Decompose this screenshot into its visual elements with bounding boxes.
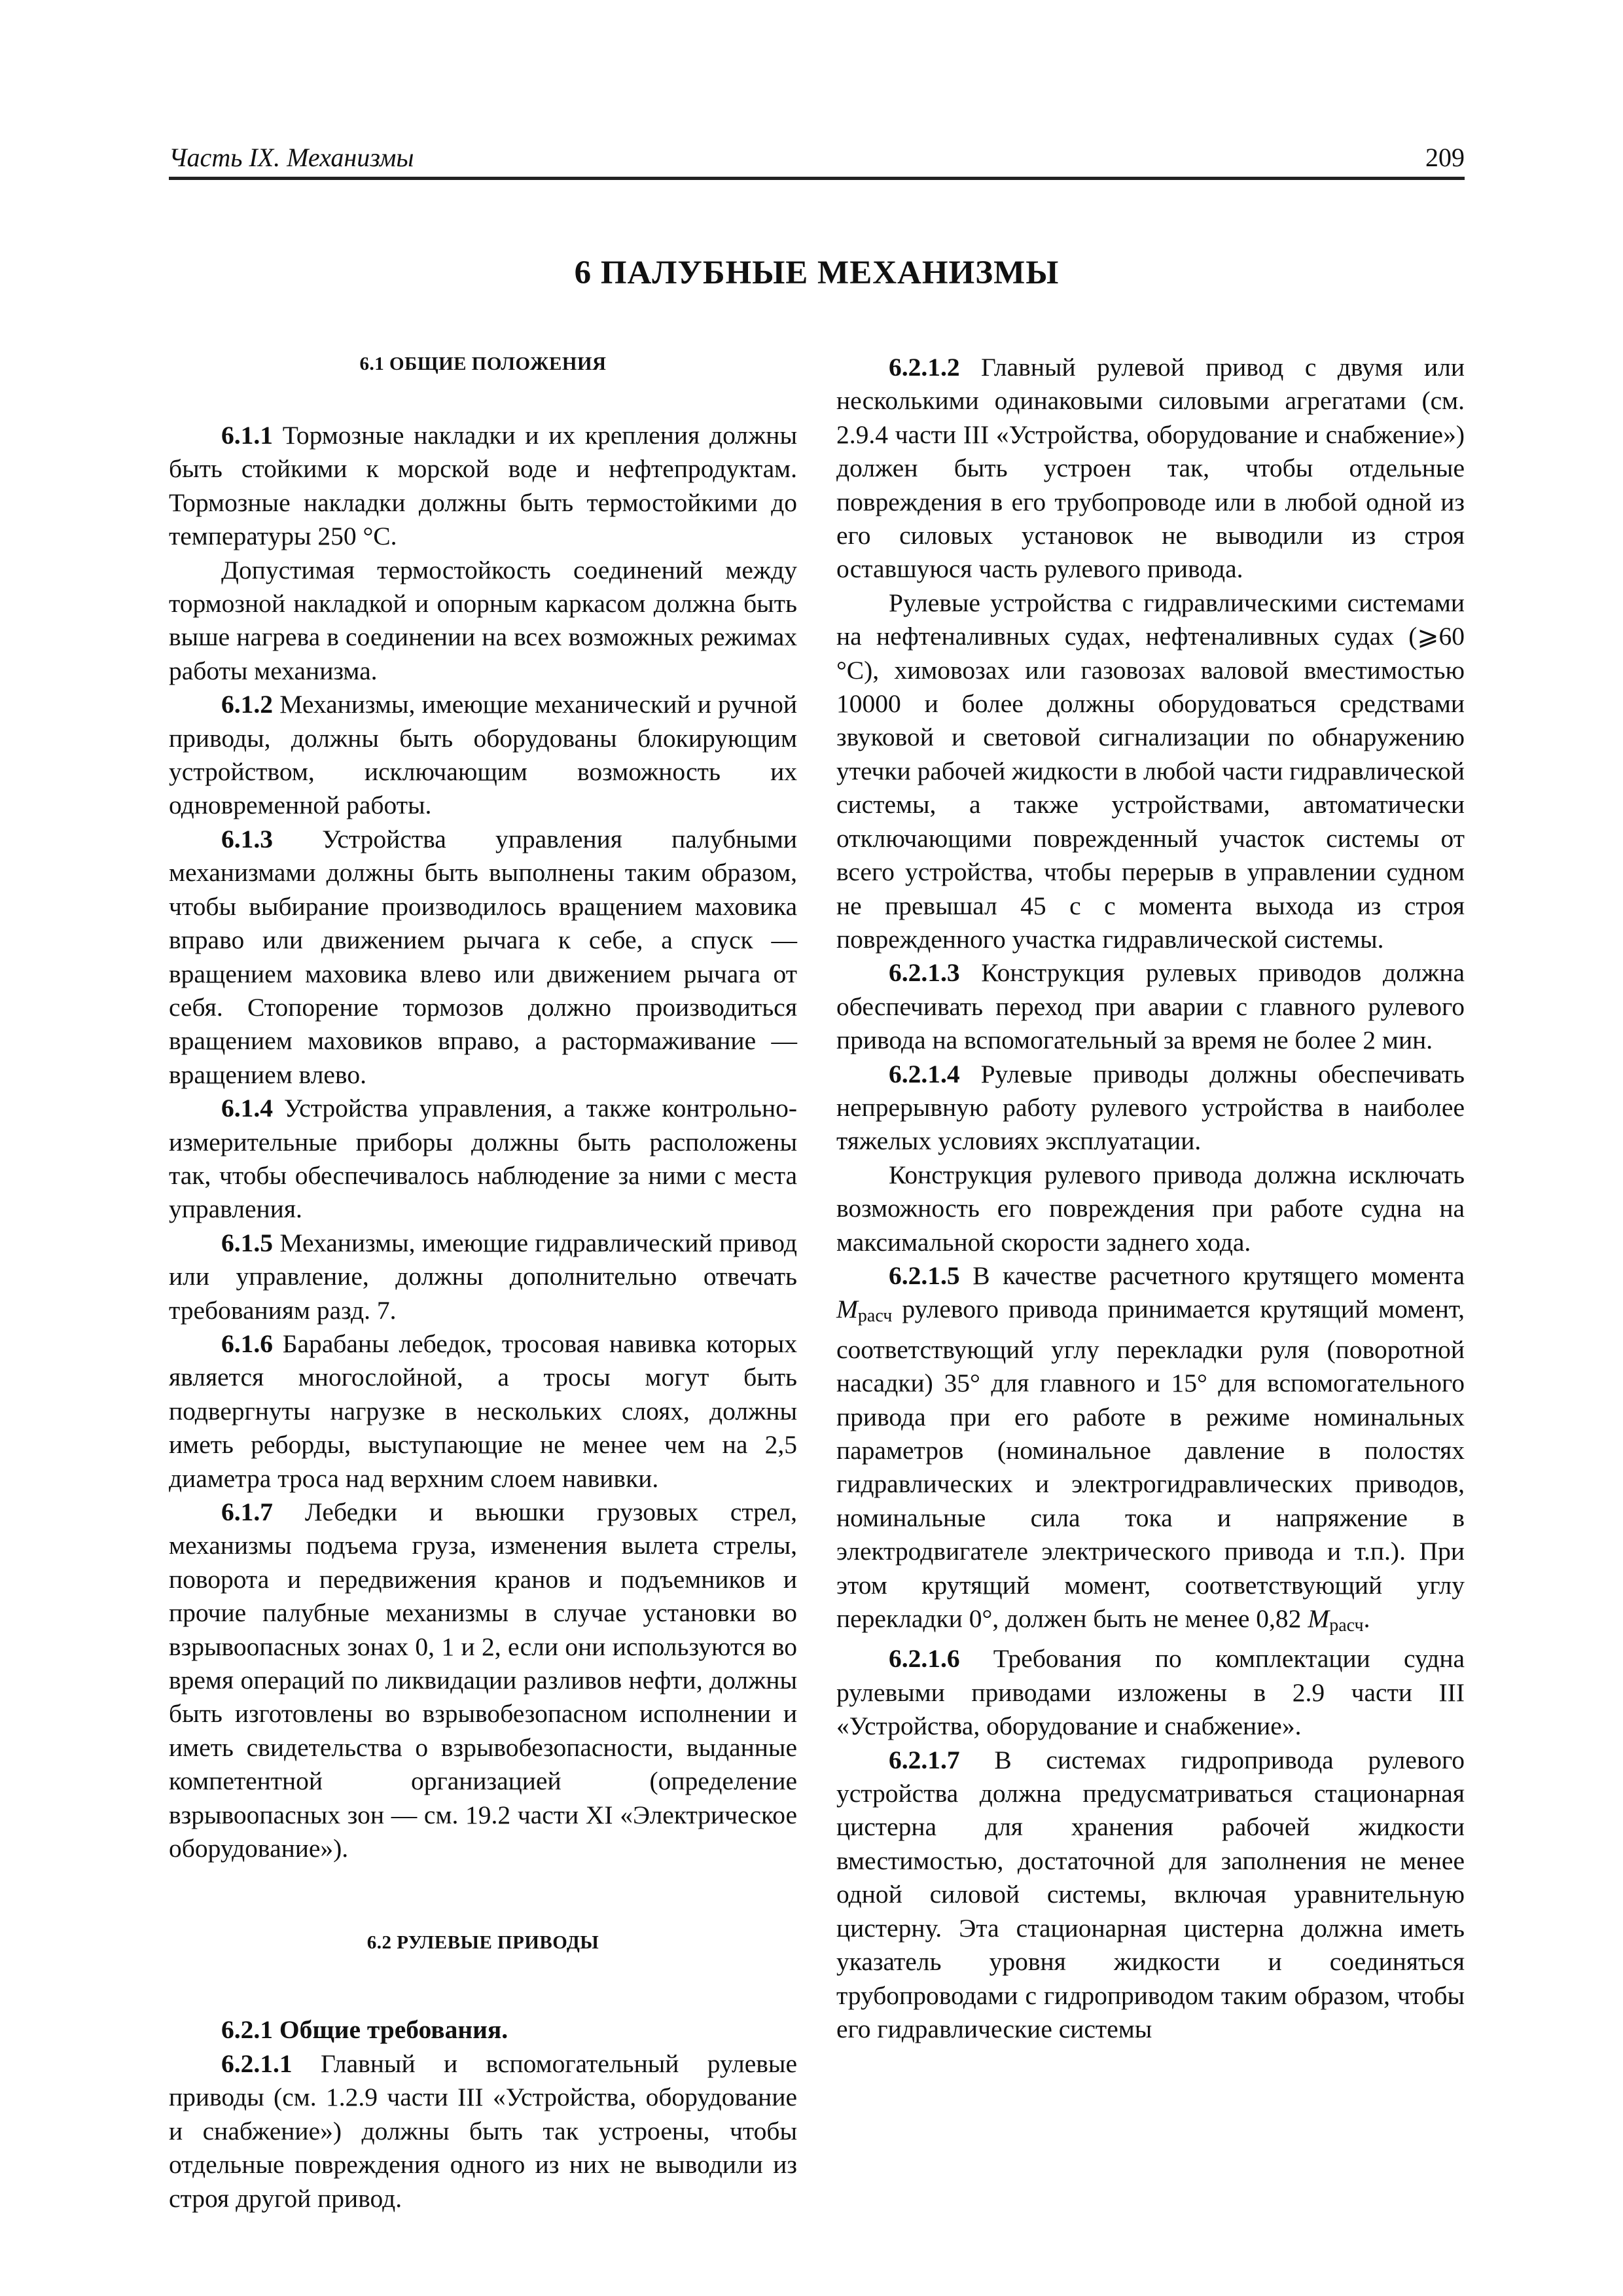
paragraph-6-1-4 — [169, 1092, 797, 1227]
clause-number: 6.1.1 — [221, 421, 273, 450]
paragraph-6-2-1-1 — [169, 2047, 797, 2215]
paragraph-6-2-1-3 — [836, 956, 1465, 1057]
paragraph-6-2-1-2-cont: Рулевые устройства с гидравлическими системами на нефтеналивных судах, нефтеналивных судах (⩾60 °C), химовозах или газовозах валовой вместимостью 10000 и более должны оборудоваться средствами звуковой и световой сигнализации по обнаружению утечки рабочей жидкости в любой части гидравлической системы, а также устройствами, автоматически отключающими поврежденный участок системы от всего устройства, чтобы перерыв в управлении судном не превышал 45 с с момента выхода из строя поврежденного участка гидравлической системы. — [836, 588, 1465, 954]
clause-number: 6.2.1.6 — [889, 1644, 960, 1674]
paragraph-text: Устройства управления палубными механизмами должны быть выполнены таким образом, чтобы выбирание производилось вращением маховика вправо или движением рычага к себе, а спуск — вращением маховика влево или движением рычага от себя. Стопорение тормозов должно производиться вращением маховиков вправо, а растормаживание — вращением влево. — [169, 824, 797, 1089]
clause-number: 6.1.5 — [221, 1228, 273, 1257]
paragraph-6-1-1-cont: Допустимая термостойкость соединений между тормозной накладкой и опорным каркасом должна быть выше нагрева в соединении на всех возможных режимах работы механизма. — [169, 555, 797, 685]
clause-number: 6.2.1.1 — [221, 2049, 293, 2078]
clause-number: 6.2.1.7 — [889, 1745, 960, 1774]
torque-symbol: M — [1308, 1604, 1330, 1634]
header-part-title: Часть IX. Механизмы — [169, 143, 414, 172]
paragraph-6-1-2 — [169, 688, 797, 823]
paragraph-text: Требования по комплектации судна рулевыми приводами изложены в 2.9 части III «Устройства, оборудование и снабжение». — [836, 1644, 1465, 1741]
left-column — [169, 351, 797, 2215]
paragraph-6-1-1 — [169, 419, 797, 554]
section-heading-6-1: 6.1 ОБЩИЕ ПОЛОЖЕНИЯ — [359, 353, 607, 374]
clause-number: 6.1.6 — [221, 1329, 273, 1358]
paragraph-text: Механизмы, имеющие гидравлический привод или управление, должны дополнительно отвечать требованиям разд. 7. — [169, 1228, 797, 1325]
paragraph-text: В качестве расчетного крутящего момента — [959, 1261, 1465, 1290]
paragraph-text: Рулевые приводы должны обеспечивать непрерывную работу рулевого устройства в наиболее тяжелых условиях эксплуатации. — [836, 1059, 1465, 1156]
paragraph-text: Устройства управления, а также контрольно-измерительные приборы должны быть расположены так, чтобы обеспечивалось наблюдение за ними с места управления. — [169, 1094, 797, 1224]
paragraph-6-2-1-5 — [836, 1259, 1465, 1642]
paragraph-6-1-6 — [169, 1327, 797, 1496]
torque-subscript: расч — [857, 1306, 893, 1327]
section-heading-6-2: 6.2 РУЛЕВЫЕ ПРИВОДЫ — [366, 1932, 599, 1954]
paragraph-6-2-1-4 — [836, 1058, 1465, 1158]
page-number: 209 — [1425, 143, 1465, 172]
torque-symbol: M — [836, 1295, 858, 1324]
running-header — [169, 143, 1465, 180]
clause-number: 6.2.1.3 — [889, 958, 960, 988]
right-column — [836, 351, 1465, 2046]
clause-number: 6.2.1.4 — [889, 1059, 960, 1088]
paragraph-6-1-5 — [169, 1227, 797, 1327]
paragraph-text: рулевого привода принимается крутящий момент, соответствующий углу перекладки руля (поворотной насадки) 35° для главного и 15° для вспомогательного привода при его работе в режиме номинальных параметров (номинальное давление в полостях гидравлических и электрогидравлических приводов, номинальные сила тока и напряжение в электродвигателе электрического привода и т.п.). При этом крутящий момент, соответствующий углу перекладки 0°, должен быть не менее 0,82 — [836, 1295, 1465, 1634]
paragraph-text: Конструкция рулевых приводов должна обеспечивать переход при аварии с главного рулевого привода на вспомогательный за время не более 2 мин. — [836, 958, 1465, 1055]
paragraph-text: В системах гидропривода рулевого устройства должна предусматриваться стационарная цистерна для хранения рабочей жидкости вместимостью, достаточной для заполнения не менее одной силовой системы, включая уравнительную цистерну. Эта стационарная цистерна должна иметь указатель уровня жидкости и соединяться трубопроводами с гидроприводом таким образом, чтобы его гидравлические системы — [836, 1745, 1465, 2043]
clause-number: 6.1.3 — [221, 824, 273, 853]
clause-number: 6.2.1.2 — [889, 353, 960, 382]
clause-number: 6.1.4 — [221, 1094, 273, 1123]
paragraph-6-2-1-6 — [836, 1642, 1465, 1743]
paragraph-text: Главный и вспомогательный рулевые приводы (см. 1.2.9 части III «Устройства, оборудование и снабжение») должны быть так устроены, чтобы отдельные повреждения одного из них не выводили из строя другой привод. — [169, 2049, 797, 2213]
paragraph-text: Барабаны лебедок, тросовая навивка которых является многослойной, а тросы могут быть подвергнуты нагрузке в нескольких слоях, должны иметь реборды, выступающие не менее чем на 2,5 диаметра троса над верхним слоем навивки. — [169, 1329, 797, 1493]
paragraph-text: Тормозные накладки и их крепления должны быть стойкими к морской воде и нефтепродуктам. Тормозные накладки должны быть термостойкими до температуры 250 °C. — [169, 421, 797, 551]
chapter-title: 6 ПАЛУБНЫЕ МЕХАНИЗМЫ — [574, 255, 1060, 291]
paragraph-6-2-1-7 — [836, 1744, 1465, 2047]
clause-number: 6.2.1.5 — [889, 1261, 960, 1290]
paragraph-6-2-1-4-cont: Конструкция рулевого привода должна исключать возможность его повреждения при работе судна на максимальной скорости заднего хода. — [836, 1160, 1465, 1257]
paragraph-6-2-1-2 — [836, 351, 1465, 586]
clause-number: 6.1.7 — [221, 1498, 273, 1526]
paragraph-text: Механизмы, имеющие механический и ручной приводы, должны быть оборудованы блокирующим устройством, исключающим возможность их одновременной работы. — [169, 690, 797, 820]
clause-number: 6.1.2 — [221, 690, 273, 719]
paragraph-6-1-3 — [169, 823, 797, 1092]
paragraph-text: Главный рулевой привод с двумя или несколькими одинаковыми силовыми агрегатами (см. 2.9.4 части III «Устройства, оборудование и снабжение») должен быть устроен так, чтобы отдельные повреждения в его трубопроводе или в любой одной из его силовых установок не выводили из строя оставшуюся часть рулевого привода. — [836, 353, 1465, 584]
paragraph-text: . — [1363, 1604, 1370, 1634]
subsection-heading-6-2-1: 6.2.1 Общие требования. — [221, 2015, 508, 2045]
paragraph-6-1-7 — [169, 1496, 797, 1865]
paragraph-text: Лебедки и вьюшки грузовых стрел, механизмы подъема груза, изменения вылета стрелы, поворота и передвижения кранов и подъемников и прочие палубные механизмы в случае установки во взрывоопасных зонах 0, 1 и 2, если они используются во время операций по ликвидации разливов нефти, должны быть изготовлены во взрывобезопасном исполнении и иметь свидетельства о взрывобезопасности, выданные компетентной организацией (определение взрывоопасных зон — см. 19.2 части XI «Электрическое оборудование»). — [169, 1498, 797, 1863]
torque-subscript: расч — [1329, 1615, 1364, 1636]
